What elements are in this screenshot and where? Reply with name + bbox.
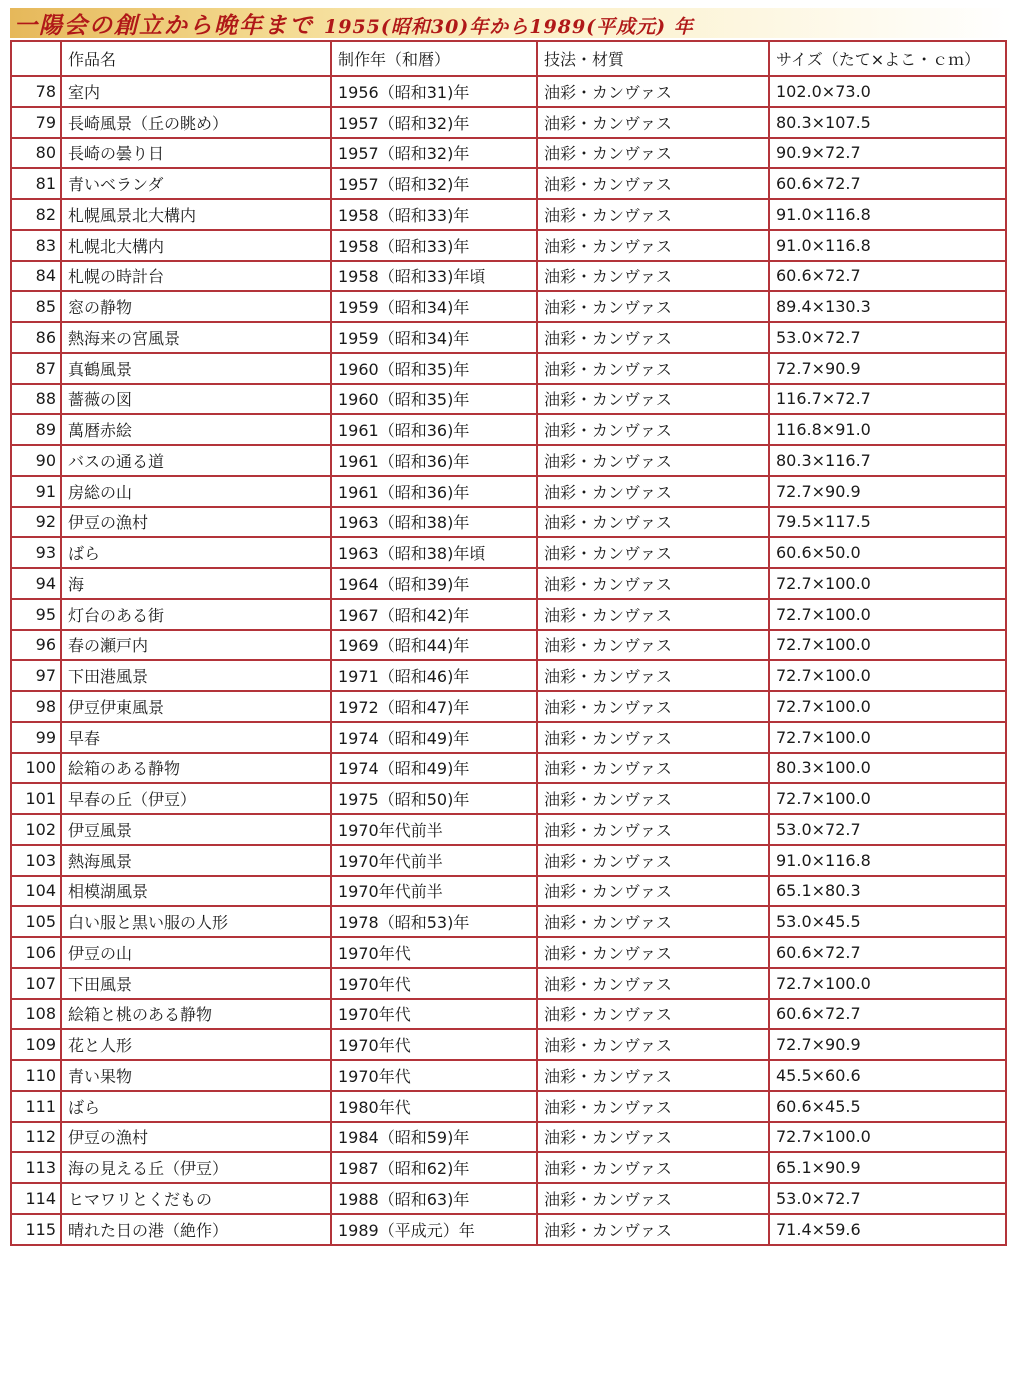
cell-year: 1957（昭和32)年 [331, 107, 537, 138]
cell-technique: 油彩・カンヴァス [537, 353, 769, 384]
cell-size: 72.7×100.0 [769, 691, 1006, 722]
cell-technique: 油彩・カンヴァス [537, 660, 769, 691]
cell-number: 81 [11, 168, 61, 199]
cell-number: 106 [11, 937, 61, 968]
cell-technique: 油彩・カンヴァス [537, 76, 769, 107]
cell-technique: 油彩・カンヴァス [537, 230, 769, 261]
cell-year: 1980年代 [331, 1091, 537, 1122]
cell-size: 60.6×72.7 [769, 999, 1006, 1030]
cell-title: 窓の静物 [61, 291, 331, 322]
cell-size: 45.5×60.6 [769, 1060, 1006, 1091]
cell-number: 84 [11, 261, 61, 292]
cell-number: 101 [11, 783, 61, 814]
cell-year: 1958（昭和33)年 [331, 199, 537, 230]
cell-title: 相模湖風景 [61, 876, 331, 907]
table-row [11, 76, 1006, 107]
table-header-row [11, 41, 1006, 76]
cell-title: 春の瀬戸内 [61, 630, 331, 661]
cell-size: 89.4×130.3 [769, 291, 1006, 322]
table-row [11, 630, 1006, 661]
cell-title: 晴れた日の港（絶作） [61, 1214, 331, 1245]
cell-number: 113 [11, 1152, 61, 1183]
cell-title: ばら [61, 1091, 331, 1122]
cell-number: 114 [11, 1183, 61, 1214]
cell-technique: 油彩・カンヴァス [537, 968, 769, 999]
cell-year: 1970年代 [331, 937, 537, 968]
cell-title: ヒマワリとくだもの [61, 1183, 331, 1214]
cell-size: 80.3×100.0 [769, 753, 1006, 784]
cell-size: 72.7×100.0 [769, 660, 1006, 691]
cell-number: 100 [11, 753, 61, 784]
cell-size: 60.6×72.7 [769, 261, 1006, 292]
cell-size: 72.7×100.0 [769, 968, 1006, 999]
page-title [14, 8, 694, 38]
cell-technique: 油彩・カンヴァス [537, 1183, 769, 1214]
cell-technique: 油彩・カンヴァス [537, 845, 769, 876]
cell-number: 87 [11, 353, 61, 384]
table-row [11, 753, 1006, 784]
cell-size: 53.0×72.7 [769, 1183, 1006, 1214]
header-technique: 技法・材質 [537, 41, 769, 76]
table-row [11, 691, 1006, 722]
page-title-period: 1955(昭和30)年から1989(平成元) 年 [324, 15, 694, 38]
cell-title: 札幌の時計台 [61, 261, 331, 292]
cell-size: 72.7×100.0 [769, 630, 1006, 661]
cell-technique: 油彩・カンヴァス [537, 107, 769, 138]
cell-size: 60.6×72.7 [769, 937, 1006, 968]
cell-technique: 油彩・カンヴァス [537, 753, 769, 784]
cell-title: 伊豆の漁村 [61, 507, 331, 538]
cell-technique: 油彩・カンヴァス [537, 384, 769, 415]
cell-size: 90.9×72.7 [769, 138, 1006, 169]
cell-size: 72.7×90.9 [769, 476, 1006, 507]
cell-number: 105 [11, 906, 61, 937]
cell-technique: 油彩・カンヴァス [537, 1152, 769, 1183]
cell-year: 1967（昭和42)年 [331, 599, 537, 630]
cell-technique: 油彩・カンヴァス [537, 291, 769, 322]
table-row [11, 1183, 1006, 1214]
cell-year: 1963（昭和38)年 [331, 507, 537, 538]
header-title: 作品名 [61, 41, 331, 76]
works-table [10, 40, 1007, 1246]
table-row [11, 168, 1006, 199]
cell-number: 109 [11, 1029, 61, 1060]
cell-title: 室内 [61, 76, 331, 107]
cell-title: 青いベランダ [61, 168, 331, 199]
cell-title: 絵箱のある静物 [61, 753, 331, 784]
cell-size: 91.0×116.8 [769, 230, 1006, 261]
cell-technique: 油彩・カンヴァス [537, 1091, 769, 1122]
cell-size: 71.4×59.6 [769, 1214, 1006, 1245]
cell-size: 91.0×116.8 [769, 845, 1006, 876]
table-row [11, 845, 1006, 876]
table-row [11, 199, 1006, 230]
cell-title: 萬暦赤絵 [61, 414, 331, 445]
cell-year: 1970年代前半 [331, 814, 537, 845]
works-table-body [11, 76, 1006, 1245]
cell-number: 91 [11, 476, 61, 507]
cell-size: 60.6×50.0 [769, 537, 1006, 568]
table-row [11, 599, 1006, 630]
cell-title: 海の見える丘（伊豆） [61, 1152, 331, 1183]
cell-year: 1974（昭和49)年 [331, 722, 537, 753]
cell-number: 112 [11, 1122, 61, 1153]
table-row [11, 476, 1006, 507]
cell-year: 1974（昭和49)年 [331, 753, 537, 784]
table-row [11, 1060, 1006, 1091]
cell-year: 1958（昭和33)年頃 [331, 261, 537, 292]
cell-number: 104 [11, 876, 61, 907]
cell-title: 灯台のある街 [61, 599, 331, 630]
table-row [11, 322, 1006, 353]
cell-year: 1987（昭和62)年 [331, 1152, 537, 1183]
cell-number: 90 [11, 445, 61, 476]
table-row [11, 107, 1006, 138]
cell-year: 1970年代 [331, 1060, 537, 1091]
cell-title: ばら [61, 537, 331, 568]
cell-size: 60.6×72.7 [769, 168, 1006, 199]
cell-year: 1960（昭和35)年 [331, 353, 537, 384]
cell-size: 80.3×107.5 [769, 107, 1006, 138]
cell-title: 伊豆風景 [61, 814, 331, 845]
cell-year: 1975（昭和50)年 [331, 783, 537, 814]
cell-title: 真鶴風景 [61, 353, 331, 384]
cell-size: 72.7×100.0 [769, 568, 1006, 599]
cell-number: 92 [11, 507, 61, 538]
cell-title: 白い服と黒い服の人形 [61, 906, 331, 937]
header-year: 制作年（和暦） [331, 41, 537, 76]
cell-size: 60.6×45.5 [769, 1091, 1006, 1122]
cell-number: 99 [11, 722, 61, 753]
table-row [11, 261, 1006, 292]
table-row [11, 937, 1006, 968]
page-title-main: 一陽会の創立から晩年まで [14, 11, 314, 38]
cell-technique: 油彩・カンヴァス [537, 322, 769, 353]
cell-year: 1961（昭和36)年 [331, 476, 537, 507]
cell-number: 110 [11, 1060, 61, 1091]
cell-number: 96 [11, 630, 61, 661]
cell-size: 65.1×80.3 [769, 876, 1006, 907]
cell-year: 1958（昭和33)年 [331, 230, 537, 261]
cell-technique: 油彩・カンヴァス [537, 568, 769, 599]
cell-size: 79.5×117.5 [769, 507, 1006, 538]
cell-size: 80.3×116.7 [769, 445, 1006, 476]
table-row [11, 291, 1006, 322]
cell-size: 72.7×100.0 [769, 722, 1006, 753]
cell-year: 1963（昭和38)年頃 [331, 537, 537, 568]
cell-number: 88 [11, 384, 61, 415]
cell-number: 103 [11, 845, 61, 876]
table-row [11, 230, 1006, 261]
cell-number: 115 [11, 1214, 61, 1245]
cell-year: 1961（昭和36)年 [331, 414, 537, 445]
cell-title: 伊豆の漁村 [61, 1122, 331, 1153]
cell-size: 65.1×90.9 [769, 1152, 1006, 1183]
cell-size: 116.8×91.0 [769, 414, 1006, 445]
cell-year: 1960（昭和35)年 [331, 384, 537, 415]
cell-number: 98 [11, 691, 61, 722]
table-row [11, 138, 1006, 169]
table-row [11, 568, 1006, 599]
table-row [11, 906, 1006, 937]
cell-size: 116.7×72.7 [769, 384, 1006, 415]
cell-size: 72.7×100.0 [769, 783, 1006, 814]
cell-year: 1978（昭和53)年 [331, 906, 537, 937]
cell-year: 1970年代 [331, 999, 537, 1030]
cell-number: 86 [11, 322, 61, 353]
cell-size: 53.0×72.7 [769, 814, 1006, 845]
header-number [11, 41, 61, 76]
table-row [11, 999, 1006, 1030]
cell-number: 102 [11, 814, 61, 845]
cell-number: 111 [11, 1091, 61, 1122]
cell-number: 94 [11, 568, 61, 599]
table-row [11, 1214, 1006, 1245]
table-row [11, 414, 1006, 445]
cell-technique: 油彩・カンヴァス [537, 261, 769, 292]
cell-size: 72.7×100.0 [769, 599, 1006, 630]
table-row [11, 1152, 1006, 1183]
cell-title: バスの通る道 [61, 445, 331, 476]
cell-technique: 油彩・カンヴァス [537, 138, 769, 169]
cell-title: 海 [61, 568, 331, 599]
cell-title: 下田風景 [61, 968, 331, 999]
cell-number: 78 [11, 76, 61, 107]
cell-number: 89 [11, 414, 61, 445]
table-row [11, 968, 1006, 999]
cell-technique: 油彩・カンヴァス [537, 722, 769, 753]
cell-size: 72.7×100.0 [769, 1122, 1006, 1153]
cell-technique: 油彩・カンヴァス [537, 1214, 769, 1245]
cell-title: 札幌北大構内 [61, 230, 331, 261]
cell-year: 1970年代前半 [331, 845, 537, 876]
cell-technique: 油彩・カンヴァス [537, 999, 769, 1030]
cell-technique: 油彩・カンヴァス [537, 599, 769, 630]
cell-size: 53.0×72.7 [769, 322, 1006, 353]
cell-year: 1970年代前半 [331, 876, 537, 907]
cell-year: 1959（昭和34)年 [331, 291, 537, 322]
cell-technique: 油彩・カンヴァス [537, 414, 769, 445]
cell-title: 花と人形 [61, 1029, 331, 1060]
cell-title: 熱海来の宮風景 [61, 322, 331, 353]
cell-technique: 油彩・カンヴァス [537, 476, 769, 507]
table-row [11, 537, 1006, 568]
cell-title: 長崎風景（丘の眺め） [61, 107, 331, 138]
cell-technique: 油彩・カンヴァス [537, 906, 769, 937]
table-row [11, 1122, 1006, 1153]
table-row [11, 353, 1006, 384]
cell-year: 1969（昭和44)年 [331, 630, 537, 661]
cell-title: 熱海風景 [61, 845, 331, 876]
cell-year: 1970年代 [331, 1029, 537, 1060]
cell-number: 108 [11, 999, 61, 1030]
cell-title: 伊豆伊東風景 [61, 691, 331, 722]
cell-year: 1972（昭和47)年 [331, 691, 537, 722]
cell-year: 1957（昭和32)年 [331, 168, 537, 199]
cell-title: 長崎の曇り日 [61, 138, 331, 169]
cell-title: 絵箱と桃のある静物 [61, 999, 331, 1030]
table-row [11, 876, 1006, 907]
table-row [11, 1091, 1006, 1122]
cell-year: 1964（昭和39)年 [331, 568, 537, 599]
cell-technique: 油彩・カンヴァス [537, 937, 769, 968]
cell-title: 青い果物 [61, 1060, 331, 1091]
cell-number: 83 [11, 230, 61, 261]
cell-year: 1959（昭和34)年 [331, 322, 537, 353]
cell-year: 1956（昭和31)年 [331, 76, 537, 107]
cell-number: 107 [11, 968, 61, 999]
cell-number: 80 [11, 138, 61, 169]
cell-size: 72.7×90.9 [769, 353, 1006, 384]
cell-title: 伊豆の山 [61, 937, 331, 968]
cell-number: 93 [11, 537, 61, 568]
cell-title: 下田港風景 [61, 660, 331, 691]
cell-number: 97 [11, 660, 61, 691]
cell-technique: 油彩・カンヴァス [537, 1060, 769, 1091]
cell-technique: 油彩・カンヴァス [537, 814, 769, 845]
cell-technique: 油彩・カンヴァス [537, 507, 769, 538]
cell-number: 82 [11, 199, 61, 230]
cell-year: 1971（昭和46)年 [331, 660, 537, 691]
cell-technique: 油彩・カンヴァス [537, 445, 769, 476]
cell-title: 札幌風景北大構内 [61, 199, 331, 230]
cell-number: 95 [11, 599, 61, 630]
cell-number: 85 [11, 291, 61, 322]
cell-technique: 油彩・カンヴァス [537, 537, 769, 568]
cell-title: 早春 [61, 722, 331, 753]
cell-year: 1961（昭和36)年 [331, 445, 537, 476]
cell-technique: 油彩・カンヴァス [537, 783, 769, 814]
cell-year: 1970年代 [331, 968, 537, 999]
table-row [11, 722, 1006, 753]
cell-year: 1984（昭和59)年 [331, 1122, 537, 1153]
cell-year: 1989（平成元）年 [331, 1214, 537, 1245]
table-row [11, 814, 1006, 845]
cell-technique: 油彩・カンヴァス [537, 168, 769, 199]
header-size: サイズ（たて×よこ・ｃｍ） [769, 41, 1006, 76]
title-banner [10, 8, 1013, 38]
cell-title: 房総の山 [61, 476, 331, 507]
table-row [11, 783, 1006, 814]
cell-technique: 油彩・カンヴァス [537, 199, 769, 230]
table-row [11, 507, 1006, 538]
cell-technique: 油彩・カンヴァス [537, 1122, 769, 1153]
cell-title: 早春の丘（伊豆） [61, 783, 331, 814]
table-row [11, 1029, 1006, 1060]
table-row [11, 445, 1006, 476]
cell-technique: 油彩・カンヴァス [537, 691, 769, 722]
cell-size: 72.7×90.9 [769, 1029, 1006, 1060]
table-row [11, 384, 1006, 415]
table-row [11, 660, 1006, 691]
cell-year: 1988（昭和63)年 [331, 1183, 537, 1214]
cell-size: 53.0×45.5 [769, 906, 1006, 937]
cell-number: 79 [11, 107, 61, 138]
cell-size: 91.0×116.8 [769, 199, 1006, 230]
cell-year: 1957（昭和32)年 [331, 138, 537, 169]
cell-technique: 油彩・カンヴァス [537, 876, 769, 907]
cell-size: 102.0×73.0 [769, 76, 1006, 107]
cell-technique: 油彩・カンヴァス [537, 1029, 769, 1060]
cell-technique: 油彩・カンヴァス [537, 630, 769, 661]
cell-title: 薔薇の図 [61, 384, 331, 415]
